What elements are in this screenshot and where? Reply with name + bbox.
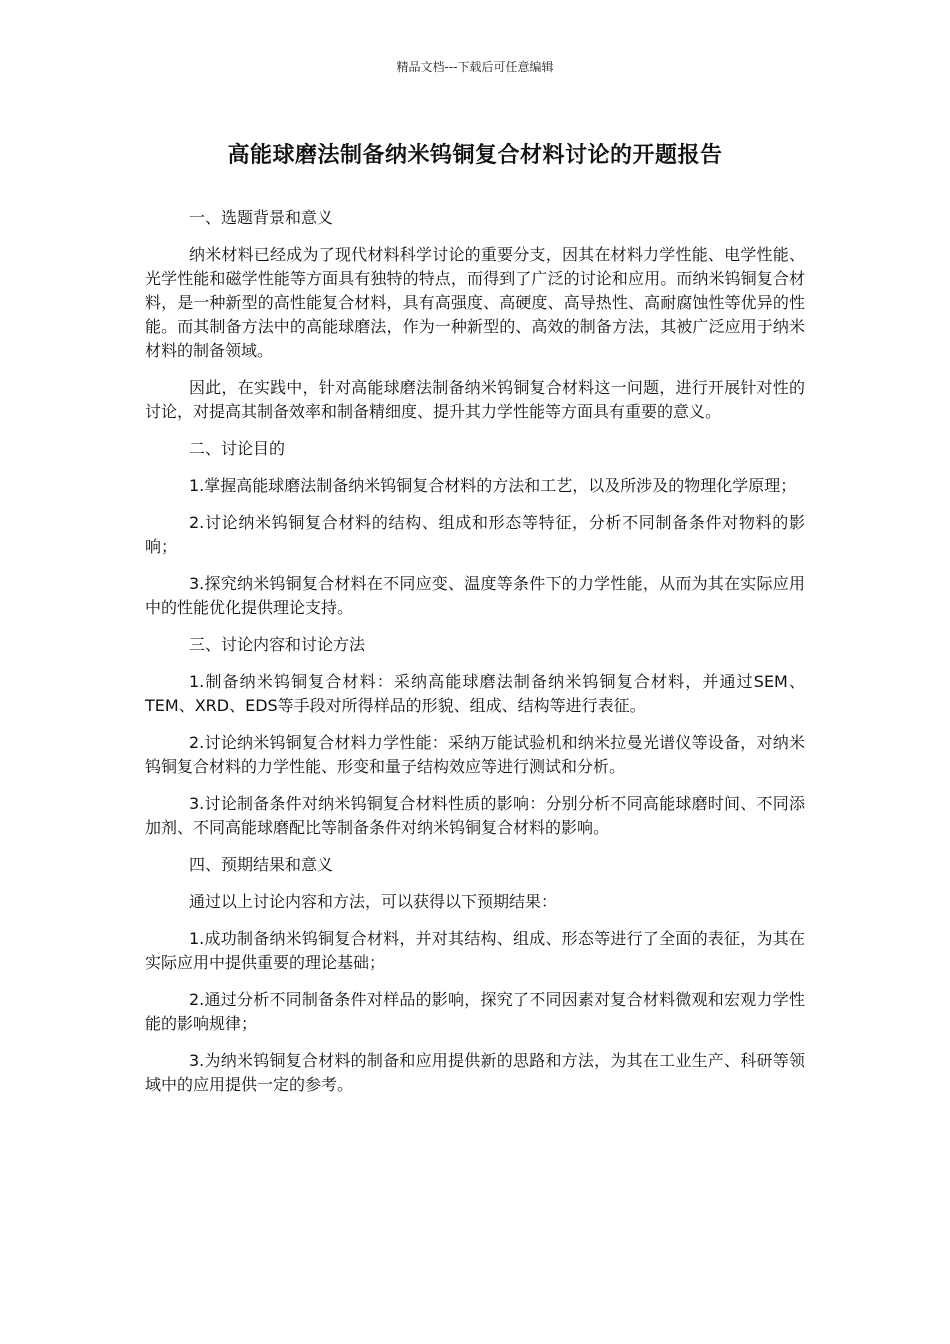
result-item-3: 3.为纳米钨铜复合材料的制备和应用提供新的思路和方法，为其在工业生产、科研等领域中的应用提供一定的参考。 [145, 1051, 805, 1094]
document-body [145, 206, 805, 1110]
paragraph-background-2: 因此，在实践中，针对高能球磨法制备纳米钨铜复合材料这一问题，进行开展针对性的讨论，对提高其制备效率和制备精细度、提升其力学性能等方面具有重要的意义。 [145, 378, 805, 421]
results-intro: 通过以上讨论内容和方法，可以获得以下预期结果： [189, 892, 558, 911]
section-heading-objectives: 二、讨论目的 [189, 439, 286, 458]
result-item-2: 2.通过分析不同制备条件对样品的影响，探究了不同因素对复合材料微观和宏观力学性能的影响规律； [145, 990, 805, 1033]
section-heading-background: 一、选题背景和意义 [189, 208, 334, 227]
header-note: 精品文档---下载后可任意编辑 [396, 60, 554, 74]
section-heading-results: 四、预期结果和意义 [189, 855, 334, 874]
method-item-1: 1.制备纳米钨铜复合材料：采纳高能球磨法制备纳米钨铜复合材料，并通过SEM、TEM、XRD、EDS等手段对所得样品的形貌、组成、结构等进行表征。 [145, 672, 805, 715]
result-item-1: 1.成功制备纳米钨铜复合材料，并对其结构、组成、形态等进行了全面的表征，为其在实际应用中提供重要的理论基础； [145, 929, 805, 972]
document-title: 高能球磨法制备纳米钨铜复合材料讨论的开题报告 [227, 143, 723, 168]
objective-item-2: 2.讨论纳米钨铜复合材料的结构、组成和形态等特征，分析不同制备条件对物料的影响； [145, 513, 805, 556]
section-heading-methods: 三、讨论内容和讨论方法 [189, 635, 366, 654]
method-item-2: 2.讨论纳米钨铜复合材料力学性能：采纳万能试验机和纳米拉曼光谱仪等设备，对纳米钨铜复合材料的力学性能、形变和量子结构效应等进行测试和分析。 [145, 733, 805, 776]
method-item-3: 3.讨论制备条件对纳米钨铜复合材料性质的影响：分别分析不同高能球磨时间、不同添加剂、不同高能球磨配比等制备条件对纳米钨铜复合材料的影响。 [145, 794, 805, 837]
paragraph-background-1: 纳米材料已经成为了现代材料科学讨论的重要分支，因其在材料力学性能、电学性能、光学性能和磁学性能等方面具有独特的特点，而得到了广泛的讨论和应用。而纳米钨铜复合材料，是一种新型的高性能复合材料，具有高强度、高硬度、高导热性、高耐腐蚀性等优异的性能。而其制备方法中的高能球磨法，作为一种新型的、高效的制备方法，其被广泛应用于纳米材料的制备领域。 [145, 245, 805, 360]
objective-item-3: 3.探究纳米钨铜复合材料在不同应变、温度等条件下的力学性能，从而为其在实际应用中的性能优化提供理论支持。 [145, 574, 805, 617]
objective-item-1: 1.掌握高能球磨法制备纳米钨铜复合材料的方法和工艺，以及所涉及的物理化学原理； [189, 476, 797, 495]
